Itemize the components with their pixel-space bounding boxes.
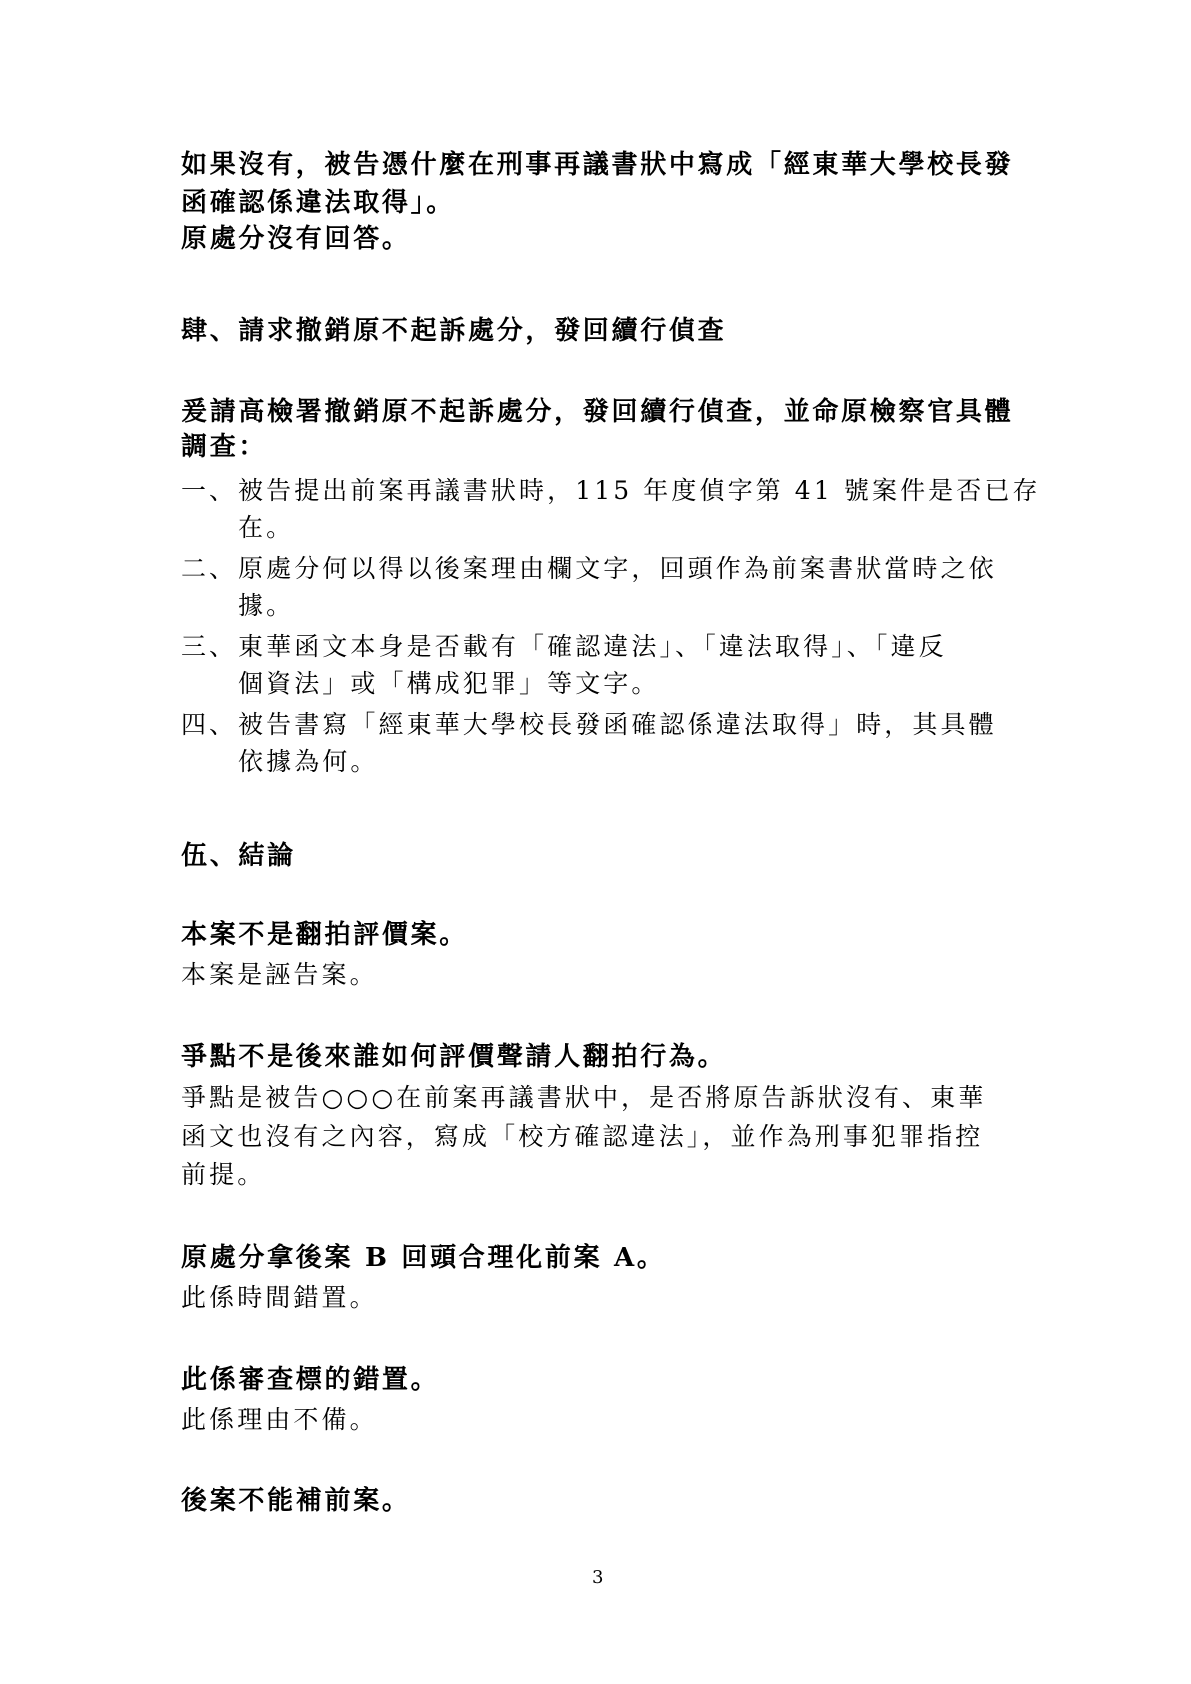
section-4-heading: 肆、請求撤銷原不起訴處分，發回續行偵查	[181, 316, 727, 346]
intro-line-1: 如果沒有，被告憑什麼在刑事再議書狀中寫成「經東華大學校長發	[181, 150, 1014, 180]
conclusion-2-bold: 爭點不是後來誰如何評價聲請人翻拍行為。	[181, 1042, 727, 1072]
list-item-text: 被告書寫「經東華大學校長發函確認係違法取得」時，其具體	[238, 710, 997, 739]
list-item-number: 三、	[181, 632, 238, 661]
conclusion-4-bold: 此係審查標的錯置。	[181, 1365, 440, 1395]
list-item-text-continued: 依據為何。	[238, 747, 379, 776]
conclusion-2-line-3: 前提。	[181, 1160, 266, 1189]
list-item-number: 二、	[181, 554, 238, 583]
conclusion-5-bold: 後案不能補前案。	[181, 1486, 411, 1516]
list-item-text: 原處分何以得以後案理由欄文字，回頭作為前案書狀當時之依	[238, 554, 997, 583]
conclusion-3-text: 此係時間錯置。	[181, 1283, 378, 1312]
page-number: 3	[592, 1567, 604, 1588]
intro-line-3: 原處分沒有回答。	[181, 224, 411, 254]
conclusion-4-text: 此係理由不備。	[181, 1405, 378, 1434]
conclusion-1-text: 本案是誣告案。	[181, 960, 378, 989]
conclusion-2-line-2: 函文也沒有之內容，寫成「校方確認違法」，並作為刑事犯罪指控	[181, 1122, 984, 1151]
intro-line-2: 函確認係違法取得」。	[181, 188, 456, 218]
list-item-text-continued: 個資法」或「構成犯罪」等文字。	[238, 669, 660, 698]
list-item-text: 被告提出前案再議書狀時，115 年度偵字第 41 號案件是否已存	[238, 476, 1041, 505]
conclusion-3-bold: 原處分拿後案 B 回頭合理化前案 A。	[181, 1243, 666, 1273]
list-item-number: 四、	[181, 710, 238, 739]
list-item-number: 一、	[181, 476, 238, 505]
section-5-heading: 伍、結論	[181, 841, 296, 871]
conclusion-2-line-1: 爭點是被告○○○在前案再議書狀中，是否將原告訴狀沒有、東華	[181, 1083, 987, 1112]
list-item-text-continued: 據。	[238, 591, 295, 620]
list-item-text-continued: 在。	[238, 513, 295, 542]
request-line-2: 調查：	[181, 432, 268, 462]
request-line-1: 爰請高檢署撤銷原不起訴處分，發回續行偵查，並命原檢察官具體	[181, 397, 1014, 427]
list-item-text: 東華函文本身是否載有「確認違法」、「違法取得」、「違反	[238, 632, 947, 661]
conclusion-1-bold: 本案不是翻拍評價案。	[181, 920, 469, 950]
